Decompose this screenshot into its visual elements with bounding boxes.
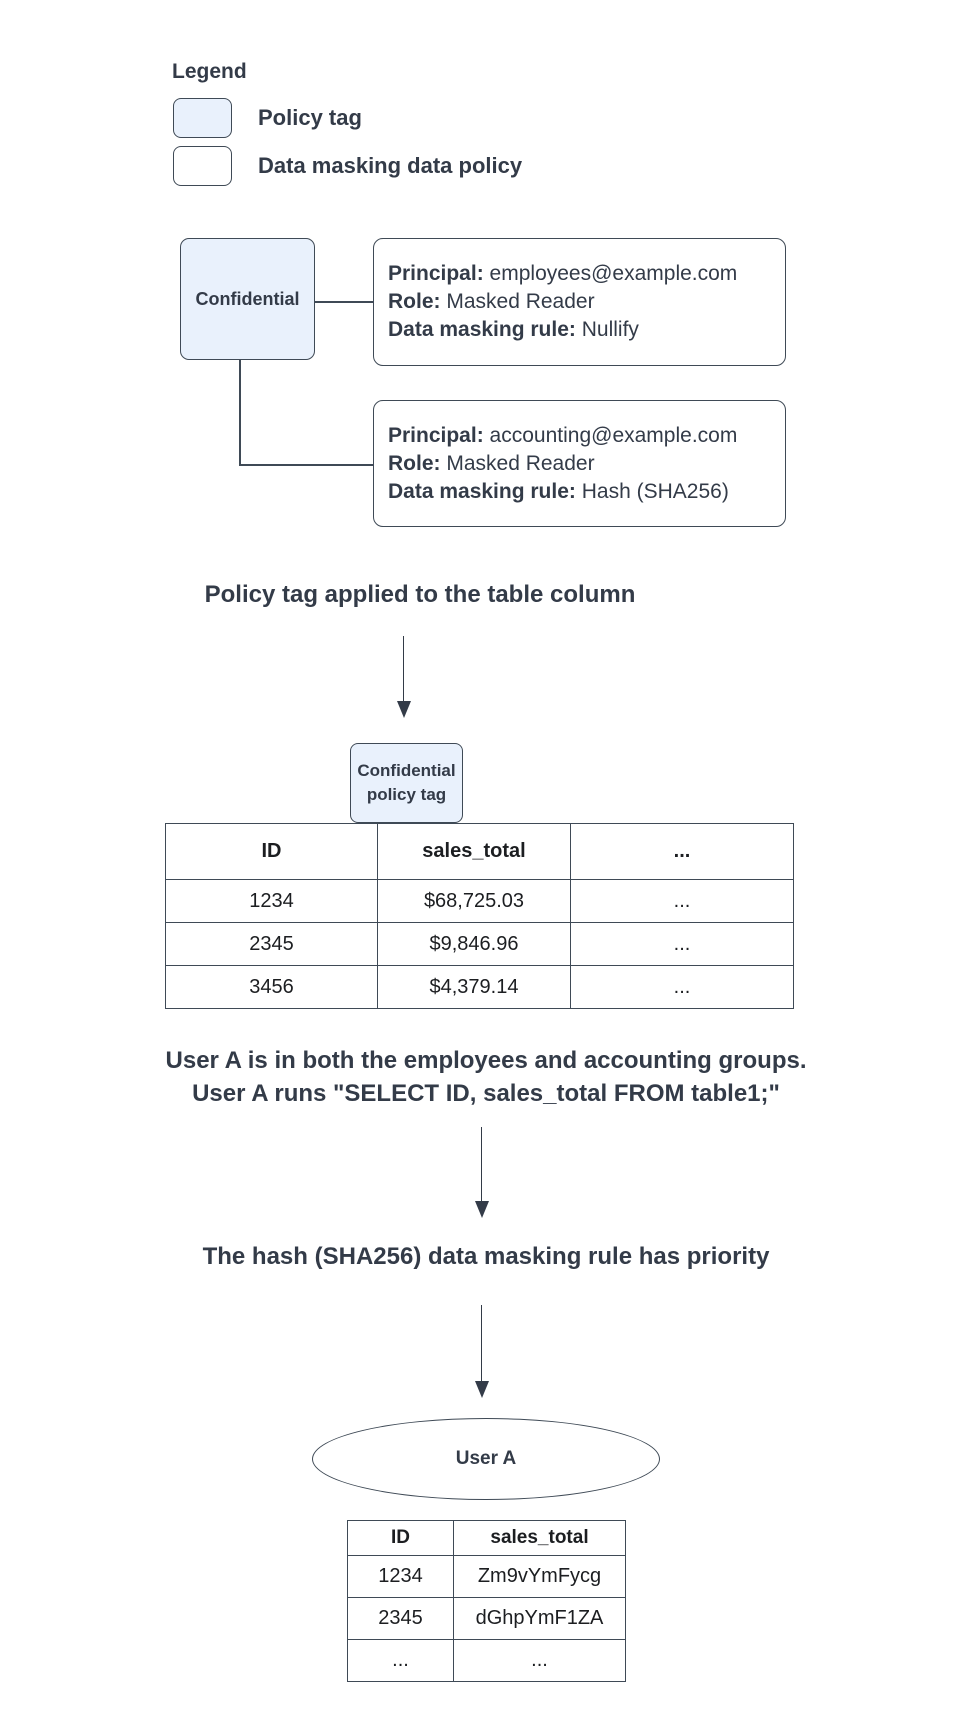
table-cell: 2345 bbox=[166, 923, 378, 966]
policy-role-label: Role: bbox=[388, 290, 441, 313]
connector-vertical bbox=[239, 360, 241, 465]
policy-role-value: Masked Reader bbox=[446, 290, 595, 313]
heading-user-groups bbox=[166, 1044, 807, 1110]
column-header-sales-total: sales_total bbox=[378, 824, 571, 880]
arrow-shaft bbox=[403, 636, 405, 701]
policy-role-line bbox=[388, 450, 785, 478]
policy-principal-line bbox=[388, 422, 785, 450]
policy-role-label: Role: bbox=[388, 451, 441, 475]
connector-to-policy-1 bbox=[315, 301, 373, 303]
legend-swatch-policy-tag bbox=[173, 98, 232, 138]
arrow-head bbox=[475, 1201, 489, 1218]
policy-rule-value: Hash (SHA256) bbox=[581, 479, 729, 503]
legend-swatch-data-policy bbox=[173, 146, 232, 186]
result-table-header-row bbox=[348, 1521, 626, 1556]
source-table bbox=[165, 823, 794, 1009]
table-cell: 1234 bbox=[166, 880, 378, 923]
table-cell: $68,725.03 bbox=[378, 880, 571, 923]
table-cell: dGhpYmF1ZA bbox=[454, 1598, 626, 1640]
policy-principal-line bbox=[388, 260, 785, 288]
table-cell: ... bbox=[571, 880, 794, 923]
arrow-shaft bbox=[481, 1127, 483, 1201]
table-row bbox=[166, 966, 794, 1009]
down-arrow-1 bbox=[396, 636, 411, 718]
table-cell: $4,379.14 bbox=[378, 966, 571, 1009]
policy-principal-label: Principal: bbox=[388, 262, 484, 285]
legend-title: Legend bbox=[172, 60, 247, 83]
user-a-node bbox=[312, 1418, 660, 1500]
policy-tag-node-confidential bbox=[180, 238, 315, 360]
badge-line-1: Confidential bbox=[357, 761, 456, 780]
down-arrow-3 bbox=[474, 1305, 489, 1398]
source-table-header-row bbox=[166, 824, 794, 880]
table-cell: ... bbox=[571, 966, 794, 1009]
column-header-sales-total: sales_total bbox=[454, 1521, 626, 1556]
policy-principal-value: accounting@example.com bbox=[489, 423, 738, 447]
user-groups-line-2: User A runs "SELECT ID, sales_total FROM table1;" bbox=[192, 1080, 780, 1107]
column-header-id: ID bbox=[166, 824, 378, 880]
policy-role-value: Masked Reader bbox=[446, 451, 595, 475]
legend-label-policy-tag: Policy tag bbox=[258, 105, 362, 130]
policy-tag-node-label: Confidential bbox=[195, 288, 300, 309]
table-cell: ... bbox=[348, 1640, 454, 1682]
connector-to-policy-2 bbox=[239, 464, 373, 466]
policy-rule-label: Data masking rule: bbox=[388, 318, 576, 341]
table-cell: $9,846.96 bbox=[378, 923, 571, 966]
badge-line-2: policy tag bbox=[366, 785, 447, 804]
down-arrow-2 bbox=[474, 1127, 489, 1218]
data-policy-box-employees bbox=[373, 238, 786, 366]
table-cell: 1234 bbox=[348, 1556, 454, 1598]
table-row bbox=[166, 923, 794, 966]
column-header-id: ID bbox=[348, 1521, 454, 1556]
data-policy-box-accounting bbox=[373, 400, 786, 527]
policy-role-line bbox=[388, 288, 785, 316]
policy-rule-line bbox=[388, 478, 785, 506]
table-row bbox=[166, 880, 794, 923]
table-cell: Zm9vYmFycg bbox=[454, 1556, 626, 1598]
confidential-policy-tag-badge bbox=[350, 743, 463, 823]
table-cell: 2345 bbox=[348, 1598, 454, 1640]
table-cell: ... bbox=[454, 1640, 626, 1682]
table-row bbox=[348, 1598, 626, 1640]
arrow-shaft bbox=[481, 1305, 483, 1381]
masked-result-table bbox=[347, 1520, 626, 1682]
legend-label-data-policy: Data masking data policy bbox=[258, 153, 523, 178]
table-cell: ... bbox=[571, 923, 794, 966]
column-header-more: ... bbox=[571, 824, 794, 880]
policy-rule-value: Nullify bbox=[581, 318, 639, 341]
policy-principal-value: employees@example.com bbox=[489, 262, 738, 285]
heading-hash-priority: The hash (SHA256) data masking rule has priority bbox=[202, 1243, 770, 1270]
user-groups-line-1: User A is in both the employees and accounting groups. bbox=[165, 1047, 807, 1074]
policy-rule-line bbox=[388, 316, 785, 344]
policy-rule-label: Data masking rule: bbox=[388, 479, 576, 503]
table-row bbox=[348, 1556, 626, 1598]
arrow-head bbox=[475, 1381, 489, 1398]
arrow-head bbox=[397, 701, 411, 718]
table-row bbox=[348, 1640, 626, 1682]
user-a-label: User A bbox=[455, 1448, 517, 1469]
table-cell: 3456 bbox=[166, 966, 378, 1009]
policy-principal-label: Principal: bbox=[388, 423, 484, 447]
heading-policy-tag-applied: Policy tag applied to the table column bbox=[204, 581, 636, 608]
